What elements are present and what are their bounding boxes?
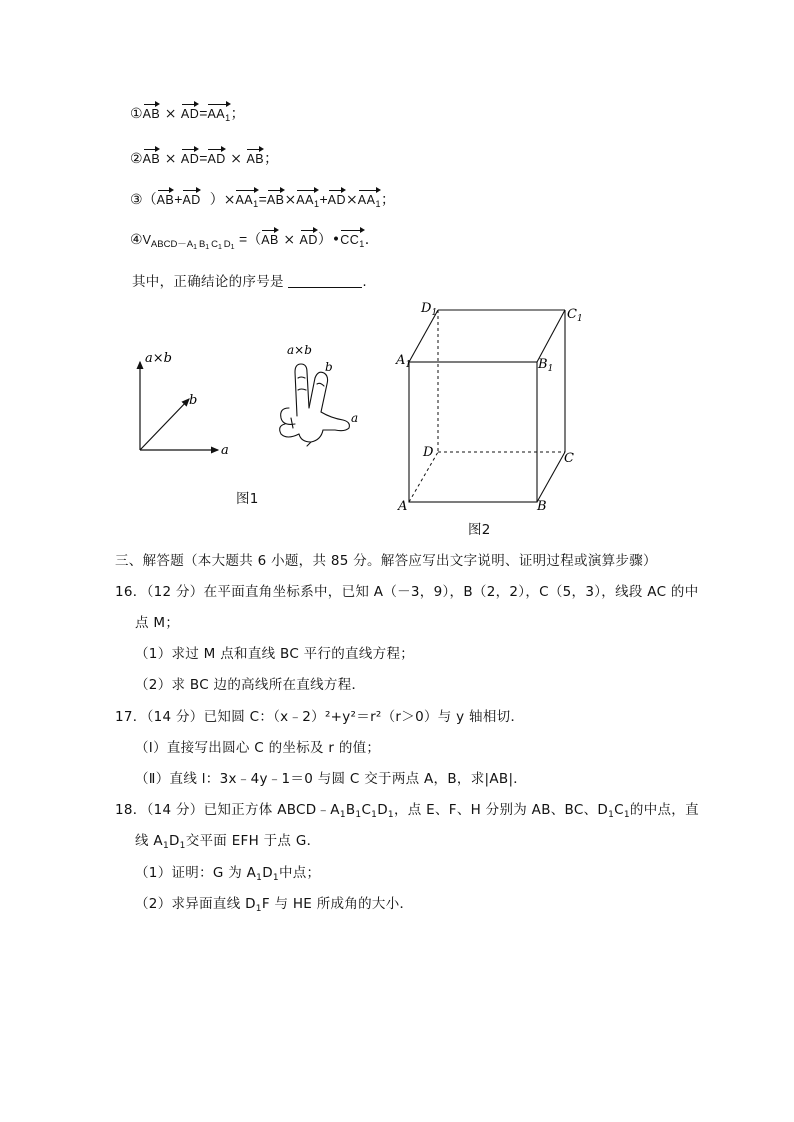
q18-text: 中点；	[278, 865, 321, 881]
volume-sub-1: 1	[217, 244, 222, 251]
equals-sign: =	[199, 150, 208, 166]
q18-text: F 与 HE 所成角的大小．	[261, 896, 414, 912]
edge-b1c1	[537, 310, 565, 362]
q18-part-2	[135, 892, 413, 914]
left-paren: （	[247, 232, 262, 248]
axis-b-arrow	[140, 399, 189, 450]
right-hand-rule-icon	[265, 338, 365, 448]
q16-part-1: （1）求过 M 点和直线 BC 平行的直线方程；	[135, 646, 415, 662]
q18-text: 交平面 EFH 于点 G．	[185, 833, 321, 849]
subscript-1: 1	[371, 810, 378, 820]
q16-line-1: 16．（12 分）在平面直角坐标系中，已知 A（－3，9），B（2，2），C（5，3），线段 AC 的中	[115, 584, 699, 600]
semicolon: ；	[230, 106, 245, 122]
q18-line-2	[135, 829, 320, 851]
hand-label-axb: a×b	[287, 343, 312, 357]
cross-operator: ×	[223, 192, 236, 208]
volume-v: V	[142, 233, 151, 247]
q16-line-2: 点 M；	[135, 615, 180, 631]
vertex-c1-letter: C	[567, 307, 577, 322]
question-prompt-text: 其中，正确结论的序号是	[132, 274, 284, 290]
vector-ab: AB	[261, 227, 279, 247]
vector-ab: AB	[267, 187, 285, 207]
option-3	[130, 187, 395, 209]
section-3-heading: 三、解答题（本大题共 6 小题，共 85 分。解答应写出文字说明、证明过程或演算步骤）	[115, 553, 657, 569]
q18-text: ，点 E、F、H 分别为 AB、BC、D	[393, 802, 609, 818]
vector-base: CC	[340, 233, 360, 247]
subscript-1: 1	[355, 810, 362, 820]
subscript-1: 1	[623, 810, 630, 820]
option-3-number: ③	[130, 192, 143, 208]
figure-2-caption: 图2	[468, 522, 491, 538]
plus-sign: +	[319, 191, 328, 207]
subscript-1: 1	[255, 904, 262, 914]
option-2-number: ②	[130, 151, 143, 167]
question-prompt	[132, 270, 367, 290]
vertex-a1-letter: A	[396, 353, 406, 368]
q18-text: B	[345, 802, 356, 818]
vector-sub: 1	[359, 239, 365, 249]
vertex-b1-sub: 1	[547, 364, 554, 374]
q18-text: C	[614, 802, 624, 818]
cube-front-face	[409, 362, 537, 502]
vector-aa1	[207, 101, 230, 123]
volume-sub-c: C	[211, 239, 218, 250]
equals-sign: =	[239, 231, 248, 247]
subscript-1: 1	[387, 810, 394, 820]
vertex-d1-letter: D	[421, 301, 432, 316]
hand-label-b: b	[325, 360, 333, 374]
plus-sign: +	[174, 191, 183, 207]
vertex-c: C	[564, 451, 574, 466]
right-paren: ）	[209, 192, 224, 208]
q18-text: （1）证明：G 为 A	[135, 865, 257, 881]
subscript-1: 1	[179, 841, 186, 851]
q17-part-2: （Ⅱ）直线 l：3x﹣4y﹣1＝0 与圆 C 交于两点 A，B，求|AB|．	[135, 771, 528, 787]
q18-text: D	[168, 833, 180, 849]
vector-ab: AB	[157, 187, 175, 207]
left-paren: （	[142, 192, 157, 208]
answer-blank[interactable]	[288, 275, 362, 288]
equals-sign: =	[199, 105, 208, 121]
q18-line-1	[115, 798, 699, 820]
figure-1-caption: 图1	[236, 491, 259, 507]
vector-sub: 1	[313, 199, 320, 209]
hand-label-a: a	[351, 411, 359, 425]
edge-bc	[537, 452, 565, 502]
label-a: a	[221, 443, 229, 458]
label-b: b	[189, 393, 198, 408]
vector-base: AA	[296, 193, 314, 207]
vertex-c1-sub: 1	[576, 314, 583, 324]
right-paren: ）	[317, 232, 332, 248]
vector-ad: AD	[182, 187, 200, 207]
vector-ad: AD	[328, 187, 346, 207]
vector-ab: AB	[143, 146, 161, 166]
option-1-number: ①	[130, 106, 143, 122]
volume-symbol	[142, 233, 235, 251]
volume-sub-1: 1	[193, 244, 198, 251]
q18-text: （2）求异面直线 D	[135, 896, 256, 912]
vector-base: AA	[235, 193, 254, 207]
question-end: .	[362, 274, 367, 290]
vertex-b1	[537, 357, 553, 374]
vector-base: AA	[357, 193, 376, 207]
q18-text: C	[361, 802, 372, 818]
volume-sub-abcd: ABCD－A	[150, 239, 194, 250]
semicolon: ；	[264, 151, 279, 167]
option-4	[130, 227, 369, 251]
subscript-1: 1	[608, 810, 615, 820]
subscript-1: 1	[256, 873, 263, 883]
vector-aa1	[358, 187, 381, 209]
q18-text: 线 A	[135, 833, 163, 849]
figure-2-cube	[395, 296, 585, 518]
vertex-b1-letter: B	[538, 357, 548, 372]
vertex-a1-sub: 1	[405, 360, 412, 370]
vector-aa1	[296, 187, 319, 209]
index-finger	[295, 364, 309, 416]
option-1	[130, 101, 245, 123]
q17-part-1: （Ⅰ）直接写出圆心 C 的坐标及 r 的值；	[135, 740, 381, 756]
vector-ad: AD	[181, 101, 199, 121]
vector-sub: 1	[375, 199, 381, 209]
vector-ab: AB	[246, 146, 264, 166]
q18-part-1	[135, 861, 320, 883]
volume-sub-1: 1	[205, 244, 210, 251]
vertex-c1	[567, 307, 583, 324]
cross-operator: ×	[164, 151, 177, 167]
vertex-d1	[420, 301, 437, 318]
vector-aa1-base: AA	[207, 107, 226, 121]
subscript-1: 1	[339, 810, 346, 820]
cross-operator: ×	[164, 106, 177, 122]
thumb	[321, 412, 349, 431]
vector-cc1	[340, 227, 365, 249]
middle-finger	[309, 372, 328, 412]
label-axb: a×b	[145, 351, 172, 366]
q18-text: D	[262, 865, 273, 881]
period: .	[364, 232, 370, 248]
volume-sub-1: 1	[230, 244, 235, 251]
vertex-a1	[395, 353, 411, 370]
vertex-d: D	[423, 445, 434, 460]
vertex-b: B	[537, 499, 547, 514]
option-4-number: ④	[130, 232, 143, 248]
subscript-1: 1	[162, 841, 169, 851]
vector-ad: AD	[207, 146, 225, 166]
dot-operator: •	[331, 232, 341, 248]
option-2	[130, 146, 278, 168]
volume-sub-d: D	[223, 239, 231, 250]
cross-operator: ×	[230, 151, 243, 167]
subscript-1: 1	[272, 873, 279, 883]
semicolon: ；	[380, 192, 395, 208]
vector-aa1	[235, 187, 258, 209]
vertex-a: A	[398, 499, 408, 514]
equals-sign: =	[258, 191, 267, 207]
cross-operator: ×	[283, 232, 296, 248]
q18-text: D	[377, 802, 388, 818]
vector-ab: AB	[143, 101, 161, 121]
q18-text: 的中点，直	[629, 802, 699, 818]
volume-sub-b: B	[198, 239, 206, 250]
q17-line-1: 17．（14 分）已知圆 C：（x﹣2）²+y²＝r²（r＞0）与 y 轴相切．	[115, 709, 525, 725]
folded-finger	[281, 408, 295, 424]
vector-ad: AD	[300, 227, 318, 247]
cross-operator: ×	[346, 192, 358, 208]
vector-aa1-sub: 1	[225, 113, 231, 123]
q16-part-2: （2）求 BC 边的高线所在直线方程．	[135, 677, 366, 693]
cross-operator: ×	[284, 192, 297, 208]
vector-ad: AD	[181, 146, 199, 166]
vertex-d1-sub: 1	[431, 308, 438, 318]
figure-1-axes	[125, 342, 240, 467]
q18-text: 18．（14 分）已知正方体 ABCD﹣A	[115, 802, 340, 818]
vector-sub: 1	[253, 199, 259, 209]
